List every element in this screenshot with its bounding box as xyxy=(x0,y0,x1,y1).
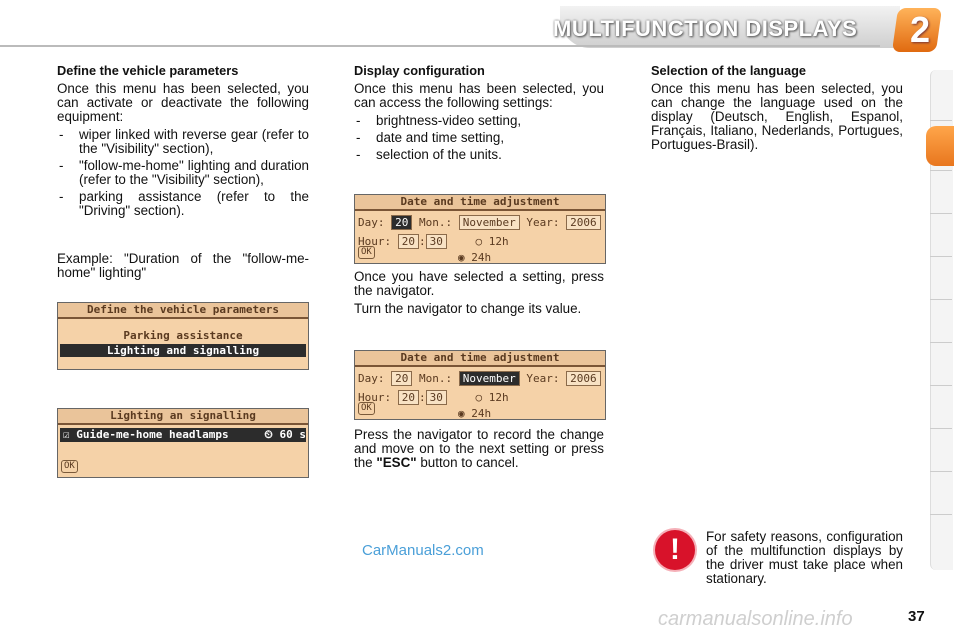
tab-divider xyxy=(930,299,952,300)
year-field: 2006 xyxy=(566,371,601,386)
list-item: - date and time setting, xyxy=(354,131,604,145)
minute-field: 30 xyxy=(426,390,447,405)
year-field: 2006 xyxy=(566,215,601,230)
option-24h: 24h xyxy=(471,251,492,264)
equipment-list xyxy=(57,128,309,218)
year-label: Year: xyxy=(526,372,560,385)
month-field: November xyxy=(459,371,520,386)
screen-title: Lighting an signalling xyxy=(58,409,308,425)
list-item: - brightness-video setting, xyxy=(354,114,604,128)
radio-off-icon: ○ xyxy=(475,391,483,404)
hour-field: 20 xyxy=(398,390,419,405)
example-caption: Example: "Duration of the "follow-me-home" lighting" xyxy=(57,251,309,280)
paragraph: For safety reasons, configuration of the multifunction displays by the driver must take place when stationary. xyxy=(706,529,903,586)
esc-key-label: "ESC" xyxy=(376,455,417,470)
section-heading: Define the vehicle parameters xyxy=(57,63,239,78)
column-vehicle-parameters xyxy=(57,64,309,284)
hour-label: Hour: xyxy=(358,391,392,404)
screen-vehicle-parameters xyxy=(57,302,309,370)
list-item: - wiper linked with reverse gear (refer to the "Visibility" section), xyxy=(57,128,309,156)
column-language xyxy=(651,64,903,156)
ok-button: OK xyxy=(61,460,78,473)
row-label: Guide-me-home headlamps xyxy=(76,428,229,441)
day-field: 20 xyxy=(391,371,412,386)
day-label: Day: xyxy=(358,372,385,385)
list-item: - selection of the units. xyxy=(354,148,604,162)
radio-on-icon: ◉ xyxy=(458,251,465,264)
footer-watermark: carmanualsonline.info xyxy=(658,608,853,630)
paragraph: Once you have selected a setting, press the navigator. xyxy=(354,269,604,298)
tab-divider xyxy=(930,120,952,121)
section-heading: Selection of the language xyxy=(651,63,807,78)
month-label: Mon.: xyxy=(419,372,453,385)
ok-button: OK xyxy=(358,402,375,415)
instruction-1 xyxy=(354,270,604,320)
paragraph: Press the navigator to record the change and move on to the next setting or press the xyxy=(354,427,604,470)
chapter-number: 2 xyxy=(909,9,931,50)
tab-divider xyxy=(930,256,952,257)
tab-divider xyxy=(930,514,952,515)
screen-date-time-month: Date and time adjustment Day: 20 Mon.: November Year: 2006 Hour: 20 : 30 ○ 12h ◉ 24h OK xyxy=(354,350,606,420)
paragraph-end: button to cancel. xyxy=(420,455,519,470)
header-rule xyxy=(0,45,880,47)
instruction-2 xyxy=(354,428,604,474)
year-label: Year: xyxy=(526,216,560,229)
row-value: 60 s xyxy=(279,428,306,441)
option-12h: 12h xyxy=(488,235,509,248)
screen-title: Date and time adjustment xyxy=(355,351,605,367)
section-heading: Display configuration xyxy=(354,63,485,78)
paragraph: Once this menu has been selected, you can activate or deactivate the following equipment: xyxy=(57,81,309,124)
radio-on-icon: ◉ xyxy=(458,407,465,420)
option-12h: 12h xyxy=(488,391,509,404)
paragraph: Turn the navigator to change its value. xyxy=(354,301,582,316)
month-label: Mon.: xyxy=(419,216,453,229)
screen-lighting xyxy=(57,408,309,478)
list-item: - "follow-me-home" lighting and duration (refer to the "Visibility" section), xyxy=(57,159,309,187)
list-item: - parking assistance (refer to the "Driving" section). xyxy=(57,190,309,218)
tab-divider xyxy=(930,385,952,386)
screen-title: Define the vehicle parameters xyxy=(58,303,308,319)
tab-divider xyxy=(930,428,952,429)
page-title: MULTIFUNCTION DISPLAYS xyxy=(553,16,858,41)
paragraph: Once this menu has been selected, you can change the language used on the display (Deutsch, English, Espanol, Français, Italiano, Nederlands, Portugues, Portugues-Brasil). xyxy=(651,81,903,152)
minute-field: 30 xyxy=(426,234,447,249)
ok-button: OK xyxy=(358,246,375,259)
clock-icon: ⏲ xyxy=(264,428,273,441)
hour-field: 20 xyxy=(398,234,419,249)
paragraph: Once this menu has been selected, you can access the following settings: xyxy=(354,81,604,110)
page-number: 37 xyxy=(908,608,925,625)
option-24h: 24h xyxy=(471,407,492,420)
watermark: CarManuals2.com xyxy=(362,542,484,559)
settings-list xyxy=(354,114,604,162)
hour-label: Hour: xyxy=(358,235,392,248)
screen-title: Date and time adjustment xyxy=(355,195,605,211)
tab-active-chapter xyxy=(926,126,954,166)
tab-divider xyxy=(930,213,952,214)
column-display-configuration xyxy=(354,64,604,165)
warning-icon: ! xyxy=(655,530,695,570)
screen-date-time: Date and time adjustment Day: 20 Mon.: November Year: 2006 Hour: 20 : 30 ○ 12h ◉ 24h OK xyxy=(354,194,606,264)
checkbox-icon: ☑ xyxy=(63,428,70,441)
tab-divider xyxy=(930,170,952,171)
tab-divider xyxy=(930,342,952,343)
safety-note xyxy=(706,530,903,590)
menu-item-parking: Parking assistance xyxy=(123,329,243,342)
tab-divider xyxy=(930,471,952,472)
radio-off-icon: ○ xyxy=(475,235,483,248)
day-field: 20 xyxy=(391,215,412,230)
month-field: November xyxy=(459,215,520,230)
menu-item-lighting: Lighting and signalling xyxy=(60,344,306,357)
day-label: Day: xyxy=(358,216,385,229)
